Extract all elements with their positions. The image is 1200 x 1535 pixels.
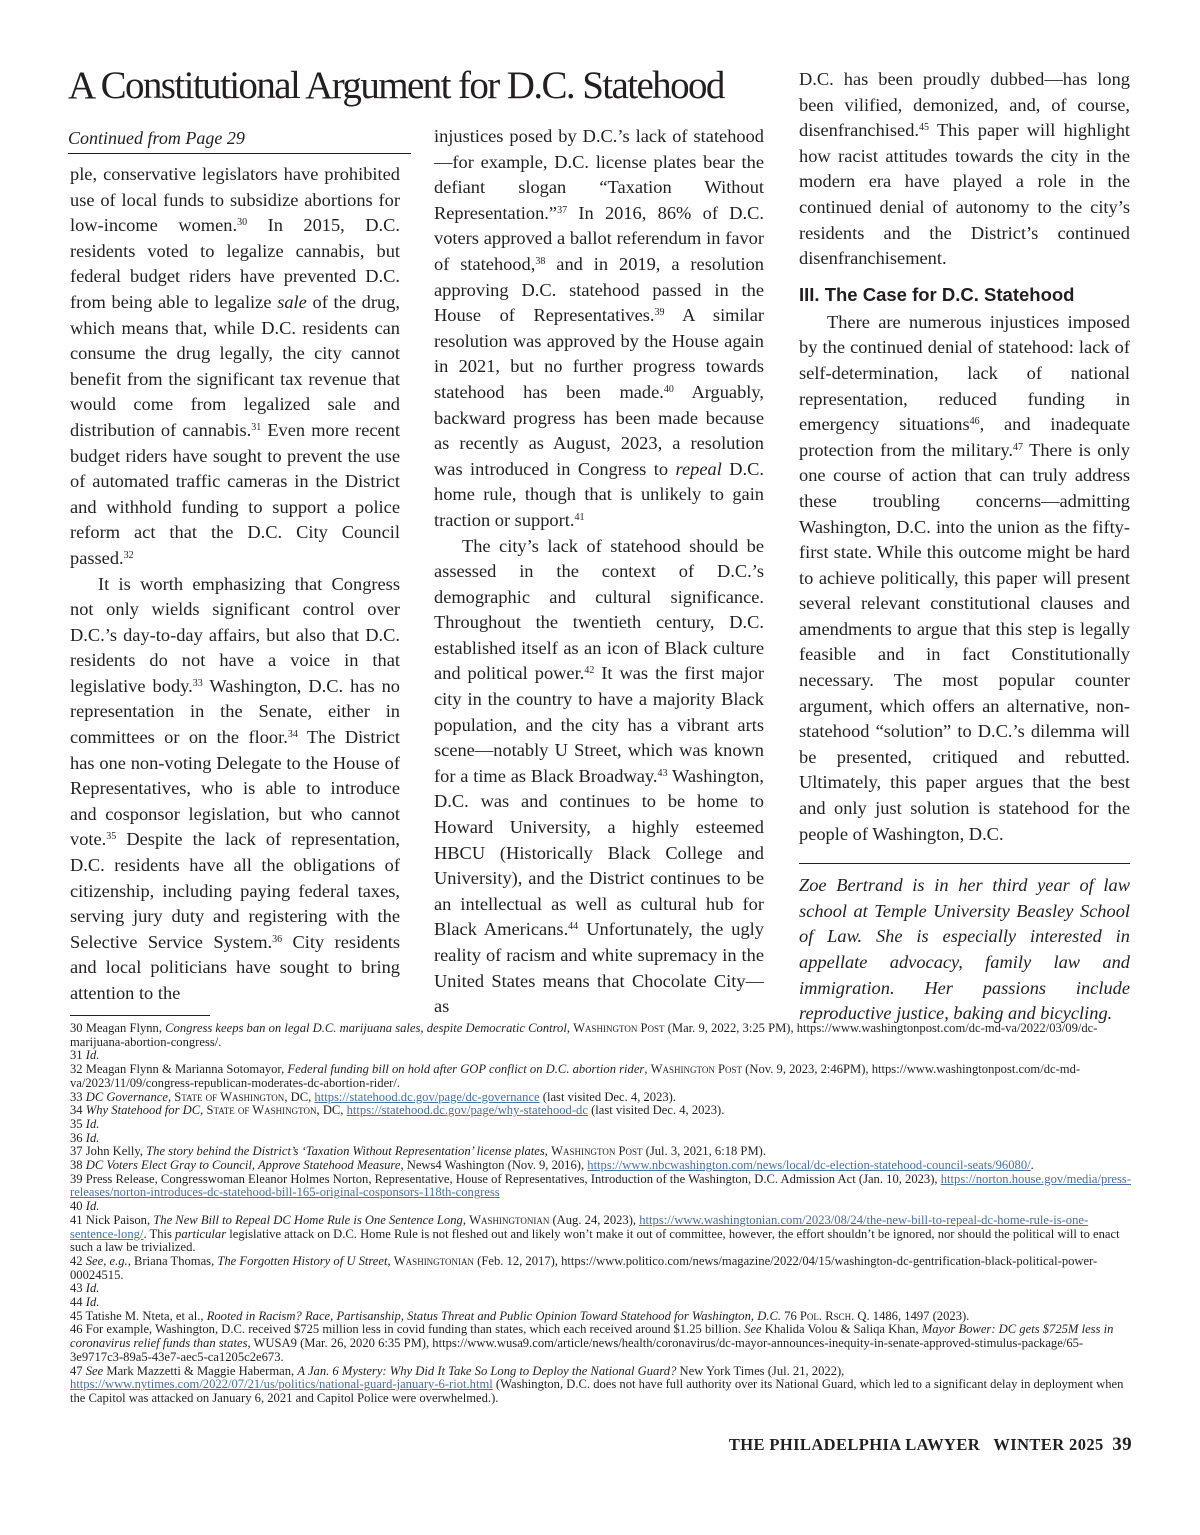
- article-column-2: [434, 124, 764, 1020]
- italic-text: The New Bill to Repeal DC Home Rule is One Sentence Long: [153, 1212, 463, 1227]
- footnote: 44 Id.: [70, 1295, 100, 1310]
- italic-text: Rooted in Racism? Race, Partisanship, Status Threat and Public Opinion Toward Statehood for Washington, D.C.: [206, 1308, 781, 1323]
- small-caps-text: State of Washington: [174, 1089, 285, 1104]
- footnote: 43 Id.: [70, 1281, 100, 1296]
- footnotes: [70, 1022, 1132, 1406]
- italic-text: Mayor Bower: DC gets $725M less in coronavirus relief funds than states: [70, 1322, 1114, 1351]
- italic-text: particular: [175, 1226, 227, 1241]
- hyperlink[interactable]: https://statehood.dc.gov/page/dc-governance: [314, 1089, 540, 1104]
- italic-text: See: [744, 1322, 762, 1337]
- paragraph: injustices posed by D.C.’s lack of statehood—for example, D.C. license plates bear the defiant slogan “Taxation Without Representation.”$^{37}$ In 2016, 86% of D.C. voters approved a ballot referendum in favor of statehood,$^{38}$ and in 2019, a resolution approving D.C. statehood passed in the House of Representatives.$^{39}$ A similar resolution was approved by the House again in 2021, but no further progress towards statehood has been made.$^{40}$ Arguably, backward progress has been made because as recently as August, 2023, a resolution was introduced in Congress to repeal D.C. home rule, though that is unlikely to gain traction or support.$^{41}$: [434, 126, 765, 530]
- small-caps-text: State of Washington: [206, 1103, 317, 1118]
- italic-text: Id.: [85, 1199, 100, 1214]
- italic-text: Id.: [85, 1116, 100, 1131]
- publication-name: THE PHILADELPHIA LAWYER: [728, 1435, 981, 1454]
- italic-text: Id.: [85, 1281, 100, 1296]
- footnote-ref[interactable]: 32: [123, 549, 134, 561]
- small-caps-text: Washington Post: [650, 1062, 743, 1077]
- italic-text: Congress keeps ban on legal D.C. marijuana sales, despite Democratic Control: [165, 1021, 567, 1035]
- italic-text: repeal: [675, 458, 722, 479]
- footnote-ref[interactable]: 36: [272, 933, 283, 945]
- footnote: 37 John Kelly, The story behind the District’s ‘Taxation Without Representation’ license plates, Washington Post (Jul. 3, 2021, 6:18 PM).: [70, 1144, 766, 1159]
- article-column-1: [70, 162, 400, 1007]
- italic-text: Id.: [85, 1048, 100, 1063]
- footnote-ref[interactable]: 45: [919, 122, 930, 134]
- article-column-3: [799, 67, 1130, 1027]
- hyperlink[interactable]: https://www.nytimes.com/2022/07/21/us/politics/national-guard-january-6-riot.html: [70, 1377, 493, 1392]
- paragraph: There are numerous injustices imposed by the continued denial of statehood: lack of self-determination, lack of national representation, reduced funding in emergency situations$^{46}$, and inadequate protection from the military.$^{47}$ There is only one course of action that can truly address these troubling concerns—admitting Washington, D.C. into the union as the fifty-first state. While this outcome might be hard to achieve politically, this paper will present several relevant constitutional clauses and amendments to argue that this step is legally feasible and in fact Constitutionally necessary. The most popular counter argument, which offers an alternative, non-statehood “solution” to D.C.’s dilemma will be presented, critiqued and rebutted. Ultimately, this paper argues that the best and only just solution is statehood for the people of Washington, D.C.: [799, 311, 1130, 844]
- footnote: 45 Tatishe M. Nteta, et al., Rooted in Racism? Race, Partisanship, Status Threat and Public Opinion Toward Statehood for Washington, D.C. 76 Pol. Rsch. Q. 1486, 1497 (2023).: [70, 1308, 970, 1323]
- section-heading: III. The Case for D.C. Statehood: [799, 283, 1075, 305]
- footnote: 34 Why Statehood for DC, State of Washington, DC, https://statehood.dc.gov/page/why-statehood-dc (last visited Dec. 4, 2023).: [70, 1103, 725, 1118]
- small-caps-text: Washingtonian: [393, 1253, 475, 1268]
- article-title: A Constitutional Argument for D.C. Statehood: [68, 64, 724, 107]
- bio-rule: [799, 863, 1130, 864]
- issue-label: WINTER 2025: [993, 1435, 1104, 1454]
- paragraph: ple, conservative legislators have prohibited use of local funds to subsidize abortions for low-income women.$^{30}$ In 2015, D.C. residents voted to legalize cannabis, but federal budget riders have prevented D.C. from being able to legalize sale of the drug, which means that, while D.C. residents can consume the drug legally, the city cannot benefit from the significant tax revenue that would come from legalized sale and distribution of cannabis.$^{31}$ Even more recent budget riders have sought to prevent the use of automated traffic cameras in the District and withhold funding to support a police reform act that the D.C. City Council passed.$^{32}$: [70, 164, 400, 568]
- footnote: 41 Nick Paison, The New Bill to Repeal DC Home Rule is One Sentence Long, Washingtonian (Aug. 24, 2023), https://www.washingtonian.com/2023/08/24/the-new-bill-to-repeal-dc-home-rule-is-one-sentence-long/. This particular legislative attack on D.C. Home Rule is not fleshed out and likely won’t make it out of committee, however, the effort shouldn’t be ignored, nor should the political will to enact such a law be trivialized.: [70, 1212, 1120, 1255]
- footnote-ref[interactable]: 41: [574, 511, 585, 523]
- footnote-ref[interactable]: 40: [663, 383, 674, 395]
- paragraph: The city’s lack of statehood should be assessed in the context of D.C.’s demographic and cultural significance. Throughout the twentieth century, D.C. established itself as an icon of Black culture and political power.$^{42}$ It was the first major city in the country to have a majority Black population, and the city has a vibrant arts scene—notably U Street, which was known for a time as Black Broadway.$^{43}$ Washington, D.C. was and continues to be home to Howard University, a highly esteemed HBCU (Historically Black College and University), and the District continues to be an intellectual as well as cultural hub for Black Americans.$^{44}$ Unfortunately, the ugly reality of racism and white supremacy in the United States means that Chocolate City—as: [434, 535, 765, 1017]
- footnote: 39 Press Release, Congresswoman Eleanor Holmes Norton, Representative, House of Representatives, Introduction of the Washington, D.C. Admission Act (Jan. 10, 2023), https://norton.house.gov/media/press-releases/norton-introduces-dc-statehood-bill-165-original-cosponsors-118th-congress: [70, 1171, 1132, 1200]
- footnote-ref[interactable]: 44: [568, 921, 579, 933]
- hyperlink[interactable]: https://www.washingtonian.com/2023/08/24/the-new-bill-to-repeal-dc-home-rule-is-one-sentence-long/: [70, 1212, 1089, 1241]
- footnote-ref[interactable]: 30: [237, 217, 248, 229]
- footnote: 32 Meagan Flynn & Marianna Sotomayor, Federal funding bill on hold after GOP conflict on D.C. abortion rider, Washington Post (Nov. 9, 2023, 2:46PM), https://www.washingtonpost.com/dc-md-va/2023/11/09/congress-republican-moderates-dc-abortion-rider/.: [70, 1062, 1081, 1090]
- italic-text: Why Statehood for DC: [85, 1103, 201, 1118]
- footnote: 36 Id.: [70, 1130, 100, 1145]
- footnote: 40 Id.: [70, 1199, 100, 1214]
- paragraph: It is worth emphasizing that Congress not only wields significant control over D.C.’s day-to-day affairs, but also that D.C. residents do not have a voice in that legislative body.$^{33}$ Washington, D.C. has no representation in the Senate, either in committees or on the floor.$^{34}$ The District has one non-voting Delegate to the House of Representatives, who is able to introduce and cosponsor legislation, but who cannot vote.$^{35}$ Despite the lack of representation, D.C. residents have all the obligations of citizenship, including paying federal taxes, serving jury duty and registering with the Selective Service System.$^{36}$ City residents and local politicians have sought to bring attention to the: [70, 573, 400, 1003]
- footnote-ref[interactable]: 33: [192, 677, 203, 689]
- italic-text: Federal funding bill on hold after GOP conflict on D.C. abortion rider: [287, 1062, 645, 1077]
- footnote-ref[interactable]: 31: [251, 421, 262, 433]
- title-rule: [68, 153, 411, 154]
- footnote-ref[interactable]: 46: [969, 416, 980, 428]
- small-caps-text: Washington Post: [573, 1021, 665, 1035]
- footnote-ref[interactable]: 47: [1012, 441, 1023, 453]
- page-number: 39: [1112, 1434, 1132, 1455]
- italic-text: DC Voters Elect Gray to Council, Approve Statehood Measure: [85, 1158, 401, 1173]
- italic-text: DC Governance: [85, 1089, 168, 1104]
- small-caps-text: Washington Post: [551, 1144, 643, 1159]
- footnote-ref[interactable]: 35: [106, 831, 117, 843]
- author-bio: Zoe Bertrand is in her third year of law school at Temple University Beasley School of Law. She is especially interested in appellate advocacy, family law and immigration. Her passions include reproductive justice, baking and bicycling.: [799, 875, 1130, 1024]
- footnote-ref[interactable]: 38: [535, 255, 546, 267]
- page-footer: [729, 1435, 1132, 1455]
- footnote: 47 See Mark Mazzetti & Maggie Haberman, A Jan. 6 Mystery: Why Did It Take So Long to Deploy the National Guard? New York Times (Jul. 21, 2022), https://www.nytimes.com/2022/07/21/us/politics/national-guard-january-6-riot.html (Washington, D.C. does not have full authority over its National Guard, which led to a significant delay in deployment when the Capitol was attacked on January 6, 2021 and Capitol Police were overwhelmed.).: [70, 1363, 1124, 1405]
- small-caps-text: Washingtonian: [469, 1212, 550, 1227]
- italic-text: Id.: [85, 1295, 100, 1310]
- italic-text: The story behind the District’s ‘Taxation Without Representation’ license plates: [146, 1144, 545, 1159]
- continued-note: Continued from Page 29: [68, 128, 245, 148]
- italic-text: The Forgotten History of U Street: [217, 1253, 388, 1268]
- italic-text: sale: [277, 291, 307, 312]
- footnote-rule: [70, 1015, 210, 1016]
- footnote-ref[interactable]: 43: [657, 767, 668, 779]
- footnote: 33 DC Governance, State of Washington, DC, https://statehood.dc.gov/page/dc-governance (last visited Dec. 4, 2023).: [70, 1089, 677, 1104]
- footnote: 30 Meagan Flynn, Congress keeps ban on legal D.C. marijuana sales, despite Democratic Control, Washington Post (Mar. 9, 2022, 3:25 PM), https://www.washingtonpost.com/dc-md-va/2022/03/09/dc-marijuana-abortion-congress/.: [70, 1021, 1098, 1049]
- hyperlink[interactable]: https://norton.house.gov/media/press-releases/norton-introduces-dc-statehood-bill-165-original-cosponsors-118th-congress: [70, 1171, 1132, 1200]
- italic-text: See: [85, 1363, 104, 1378]
- footnote-ref[interactable]: 37: [557, 204, 568, 216]
- footnote-ref[interactable]: 42: [584, 665, 595, 677]
- footnote: 42 See, e.g., Briana Thomas, The Forgotten History of U Street, Washingtonian (Feb. 12, 2017), https://www.politico.com/news/magazine/2022/04/15/washington-dc-gentrification-black-political-power-00024515.: [70, 1253, 1098, 1282]
- small-caps-text: Pol. Rsch.: [799, 1308, 855, 1323]
- italic-text: A Jan. 6 Mystery: Why Did It Take So Long to Deploy the National Guard?: [297, 1363, 677, 1378]
- hyperlink[interactable]: https://statehood.dc.gov/page/why-statehood-dc: [346, 1103, 588, 1118]
- footnote: 35 Id.: [70, 1116, 100, 1131]
- footnote: 38 DC Voters Elect Gray to Council, Approve Statehood Measure, News4 Washington (Nov. 9, 2016), https://www.nbcwashington.com/news/local/dc-election-statehood-council-seats/96080/.: [70, 1158, 1034, 1173]
- paragraph: D.C. has been proudly dubbed—has long been vilified, demonized, and, of course, disenfranchised.$^{45}$ This paper will highlight how racist attitudes towards the city in the modern era have played a role in the continued denial of autonomy to the city’s residents and the District’s continued disenfranchisement.: [799, 69, 1130, 269]
- footnote: 46 For example, Washington, D.C. received $725 million less in covid funding than states, which each received around $1.25 billion. See Khalida Volou & Saliqa Khan, Mayor Bower: DC gets $725M less in coronavirus relief funds than states, WUSA9 (Mar. 26, 2020 6:35 PM), https://www.wusa9.com/article/news/health/coronavirus/dc-mayor-announces-inequity-in-senate-approved-stimulus-package/65-3e9717c3-89a5-43e7-aec5-ca1205c2e673.: [70, 1322, 1114, 1364]
- italic-text: See, e.g.,: [85, 1253, 131, 1268]
- italic-text: Id.: [85, 1130, 100, 1145]
- hyperlink[interactable]: https://www.nbcwashington.com/news/local/dc-election-statehood-council-seats/96080/: [587, 1158, 1031, 1173]
- footnote-ref[interactable]: 34: [287, 729, 298, 741]
- footnote: 31 Id.: [70, 1048, 100, 1063]
- footnote-ref[interactable]: 39: [654, 307, 665, 319]
